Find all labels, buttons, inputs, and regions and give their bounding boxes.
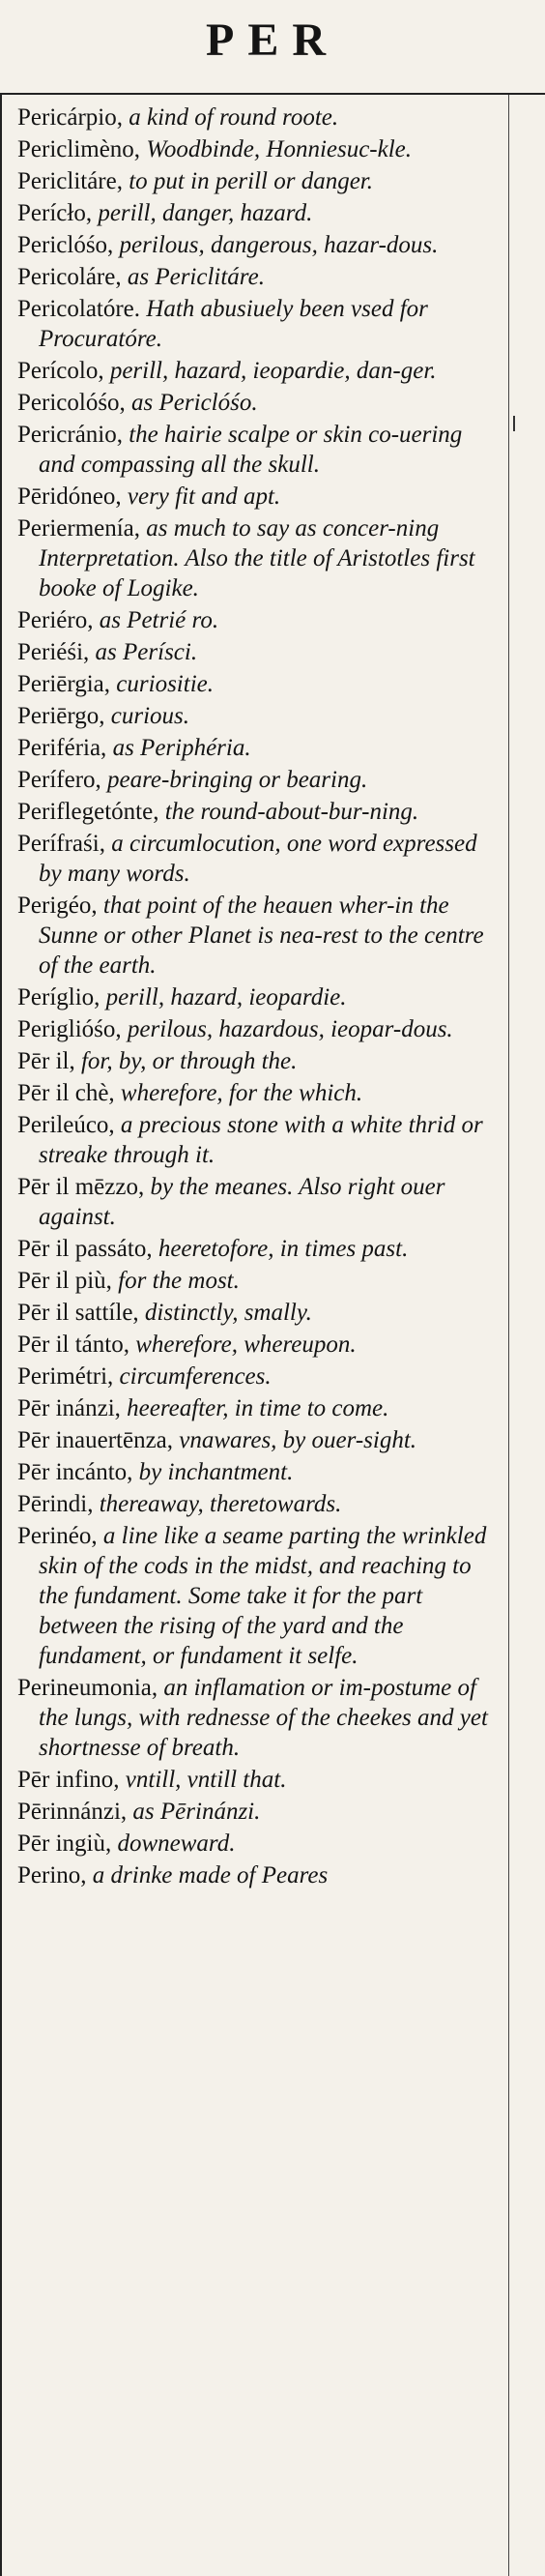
dictionary-entry bbox=[17, 1521, 501, 1671]
dictionary-entry bbox=[17, 701, 501, 731]
entry-definition: perill, hazard, ieopardie. bbox=[100, 984, 347, 1010]
dictionary-entry bbox=[17, 1234, 501, 1264]
entry-headword: Pēr il chè, bbox=[17, 1080, 115, 1106]
entry-definition: Hath abusiuely been vsed for Procuratóre. bbox=[39, 296, 428, 352]
left-column-rule bbox=[0, 95, 2, 2576]
entry-headword: Perífero, bbox=[17, 767, 101, 793]
margin-mark bbox=[513, 416, 515, 431]
entry-headword: Pēr inauertēnza, bbox=[17, 1427, 174, 1453]
dictionary-entry bbox=[17, 1110, 501, 1170]
dictionary-entry bbox=[17, 356, 501, 386]
entry-definition: the round-about-bur-ning. bbox=[158, 799, 419, 825]
dictionary-entry bbox=[17, 1765, 501, 1795]
entry-definition: a circumlocution, one word expressed by many words. bbox=[39, 831, 477, 887]
entry-headword: Perícło, bbox=[17, 200, 93, 226]
entry-headword: Periermenía, bbox=[17, 515, 141, 542]
dictionary-entry bbox=[17, 1078, 501, 1108]
entry-headword: Pericoláre, bbox=[17, 264, 122, 290]
entry-headword: Períglio, bbox=[17, 984, 100, 1010]
dictionary-entry bbox=[17, 1046, 501, 1076]
entry-headword: Periflegetónte, bbox=[17, 799, 159, 825]
dictionary-entry bbox=[17, 1266, 501, 1296]
next-column-margin bbox=[509, 95, 545, 2576]
dictionary-entry bbox=[17, 230, 501, 260]
entry-headword: Pēr incánto, bbox=[17, 1459, 133, 1485]
entry-definition: vntill, vntill that. bbox=[119, 1767, 287, 1793]
entry-definition: heeretofore, in times past. bbox=[152, 1236, 409, 1262]
entry-headword: Perimétri, bbox=[17, 1363, 114, 1390]
entry-definition: wherefore, for the which. bbox=[114, 1080, 363, 1106]
entry-headword: Periclitáre, bbox=[17, 168, 123, 194]
entry-headword: Periéśi, bbox=[17, 639, 90, 665]
entry-definition: a precious stone with a white thrid or streake through it. bbox=[39, 1112, 483, 1168]
entry-definition: to put in perill or danger. bbox=[122, 168, 374, 194]
entry-definition: a kind of round roote. bbox=[122, 104, 339, 131]
entry-headword: Perícolo, bbox=[17, 358, 104, 384]
entry-definition: vnawares, by ouer-sight. bbox=[173, 1427, 417, 1453]
entry-definition: perilous, dangerous, hazar-dous. bbox=[113, 232, 439, 258]
entry-definition: thereaway, theretowards. bbox=[93, 1491, 342, 1517]
entry-definition: very fit and apt. bbox=[121, 483, 281, 510]
entry-headword: Pēr il sattíle, bbox=[17, 1300, 139, 1326]
entry-headword: Pericolatóre. bbox=[17, 296, 141, 322]
dictionary-entry bbox=[17, 1860, 501, 1890]
entry-definition: perilous, hazardous, ieopar-dous. bbox=[121, 1016, 453, 1042]
page-header bbox=[0, 0, 545, 95]
dictionary-entry bbox=[17, 166, 501, 196]
entry-headword: Pēr il più, bbox=[17, 1268, 112, 1294]
dictionary-entry bbox=[17, 829, 501, 889]
dictionary-entry bbox=[17, 1457, 501, 1487]
header-rule bbox=[0, 93, 545, 95]
dictionary-entry bbox=[17, 1014, 501, 1044]
entry-headword: Pēr ingiù, bbox=[17, 1830, 112, 1857]
entry-headword: Pēr il tánto, bbox=[17, 1332, 129, 1358]
dictionary-entry bbox=[17, 262, 501, 292]
entry-definition: an inflamation or im-postume of the lungs, with rednesse of the cheekes and yet shortnesse of breath. bbox=[39, 1675, 488, 1761]
entry-definition: by inchantment. bbox=[132, 1459, 294, 1485]
dictionary-entry bbox=[17, 797, 501, 827]
dictionary-entry bbox=[17, 765, 501, 795]
dictionary-entry bbox=[17, 1425, 501, 1455]
entry-headword: Periféria, bbox=[17, 735, 107, 761]
entry-definition: that point of the heauen wher-in the Sunne or other Planet is nea-rest to the centre of the earth. bbox=[39, 893, 484, 979]
dictionary-entry bbox=[17, 1797, 501, 1827]
running-head: PER bbox=[206, 15, 339, 66]
dictionary-entry bbox=[17, 1393, 501, 1423]
entry-definition: for, by, or through the. bbox=[74, 1048, 298, 1074]
entry-headword: Pēridóneo, bbox=[17, 483, 122, 510]
entry-headword: Periērgo, bbox=[17, 703, 105, 729]
entry-definition: as Periclóśo. bbox=[125, 390, 258, 416]
entry-definition: peare-bringing or bearing. bbox=[100, 767, 368, 793]
entry-definition: curiositie. bbox=[110, 671, 214, 697]
entry-definition: perill, danger, hazard. bbox=[92, 200, 313, 226]
entry-headword: Perino, bbox=[17, 1862, 87, 1888]
entry-headword: Periclóśo, bbox=[17, 232, 114, 258]
dictionary-entry bbox=[17, 1673, 501, 1763]
entry-headword: Periclimèno, bbox=[17, 136, 141, 162]
entry-definition: curious. bbox=[104, 703, 189, 729]
entry-definition: by the meanes. Also right ouer against. bbox=[39, 1174, 445, 1230]
dictionary-entry bbox=[17, 1361, 501, 1391]
entry-headword: Periērgia, bbox=[17, 671, 111, 697]
entry-definition: the hairie scalpe or skin co-uering and compassing all the skull. bbox=[39, 422, 463, 478]
entry-column bbox=[17, 102, 501, 1892]
entry-headword: Perigéo, bbox=[17, 893, 98, 919]
entry-definition: perill, hazard, ieopardie, dan-ger. bbox=[103, 358, 437, 384]
dictionary-entry bbox=[17, 637, 501, 667]
entry-definition: for the most. bbox=[111, 1268, 240, 1294]
entry-definition: Woodbinde, Honniesuc-kle. bbox=[140, 136, 413, 162]
entry-headword: Perileúco, bbox=[17, 1112, 115, 1138]
dictionary-entry bbox=[17, 420, 501, 480]
dictionary-entry bbox=[17, 134, 501, 164]
entry-headword: Perineumonia, bbox=[17, 1675, 158, 1701]
dictionary-entry bbox=[17, 1298, 501, 1328]
dictionary-entry bbox=[17, 294, 501, 354]
dictionary-entry bbox=[17, 1489, 501, 1519]
entry-headword: Periglióśo, bbox=[17, 1016, 122, 1042]
entry-headword: Perífraśi, bbox=[17, 831, 105, 857]
entry-definition: a line like a seame parting the wrinkled skin of the cods in the midst, and reaching to the fundament. Some take it for the part between the rising of the yard and the fundament, or fundament it selfe. bbox=[39, 1523, 487, 1669]
dictionary-entry bbox=[17, 388, 501, 418]
dictionary-entry bbox=[17, 982, 501, 1012]
entry-headword: Pericárpio, bbox=[17, 104, 123, 131]
entry-headword: Pēr il passáto, bbox=[17, 1236, 153, 1262]
dictionary-entry bbox=[17, 605, 501, 635]
entry-headword: Perinéo, bbox=[17, 1523, 98, 1549]
dictionary-entry bbox=[17, 102, 501, 132]
entry-headword: Pēr il mēzzo, bbox=[17, 1174, 145, 1200]
entry-headword: Pērinnánzi, bbox=[17, 1799, 128, 1825]
dictionary-entry bbox=[17, 669, 501, 699]
entry-definition: as Perísci. bbox=[89, 639, 198, 665]
dictionary-entry bbox=[17, 733, 501, 763]
entry-headword: Pericránio, bbox=[17, 422, 123, 448]
dictionary-entry bbox=[17, 513, 501, 603]
dictionary-entry bbox=[17, 891, 501, 981]
entry-headword: Periéro, bbox=[17, 607, 94, 633]
entry-headword: Pērindi, bbox=[17, 1491, 94, 1517]
entry-definition: as Periclitáre. bbox=[121, 264, 265, 290]
entry-headword: Pēr inánzi, bbox=[17, 1395, 121, 1421]
dictionary-entry bbox=[17, 1829, 501, 1859]
dictionary-entry bbox=[17, 1172, 501, 1232]
dictionary-entry bbox=[17, 482, 501, 512]
entry-definition: circumferences. bbox=[113, 1363, 272, 1390]
dictionary-entry bbox=[17, 1330, 501, 1360]
entry-definition: wherefore, whereupon. bbox=[129, 1332, 357, 1358]
entry-definition: distinctly, smally. bbox=[138, 1300, 312, 1326]
entry-definition: downeward. bbox=[111, 1830, 236, 1857]
entry-headword: Pericolóśo, bbox=[17, 390, 126, 416]
entry-headword: Pēr infino, bbox=[17, 1767, 120, 1793]
entry-headword: Pēr il, bbox=[17, 1048, 75, 1074]
entry-definition: heereafter, in time to come. bbox=[120, 1395, 389, 1421]
entry-definition: as Periphéria. bbox=[106, 735, 251, 761]
dictionary-entry bbox=[17, 198, 501, 228]
entry-definition: a drinke made of Peares bbox=[86, 1862, 329, 1888]
entry-definition: as Petrié ro. bbox=[93, 607, 219, 633]
entry-definition: as Pērinánzi. bbox=[127, 1799, 261, 1825]
entry-definition: as much to say as concer-ning Interpretation. Also the title of Aristotles first booke of Logike. bbox=[39, 515, 475, 601]
